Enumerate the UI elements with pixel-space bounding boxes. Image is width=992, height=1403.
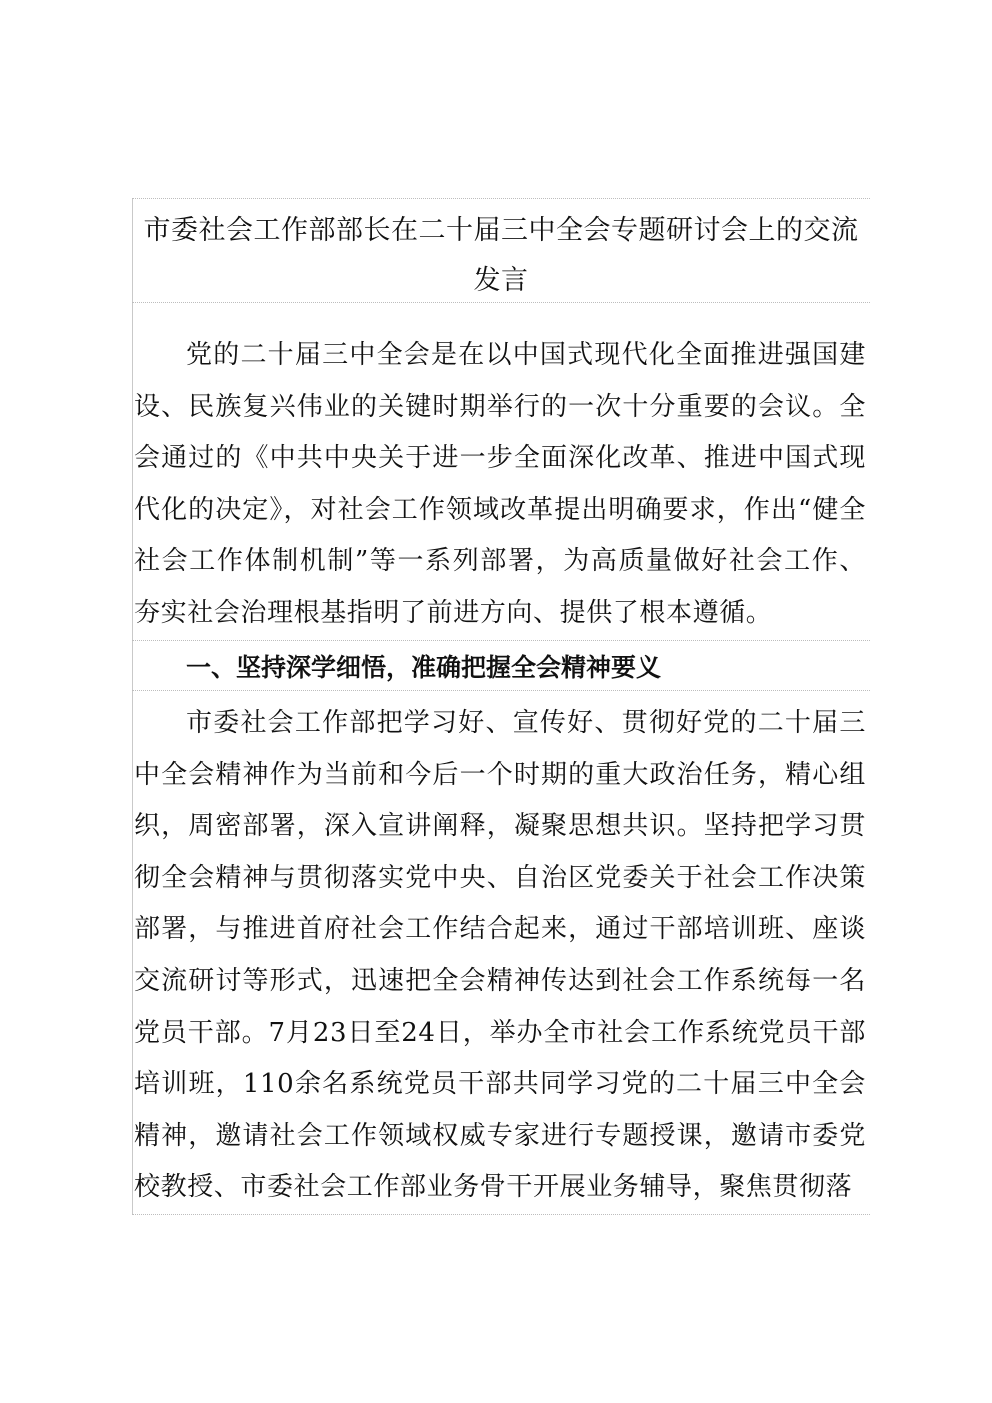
section-paragraph: 市委社会工作部把学习好、宣传好、贯彻好党的二十届三中全会精神作为当前和今后一个时期的重大政治任务，精心组织，周密部署，深入宣讲阐释，凝聚思想共识。坚持把学习贯彻全会精神与贯彻落实党中央、自治区党委关于社会工作决策部署，与推进首府社会工作结合起来，通过干部培训班、座谈交流研讨等形式，迅速把全会精神传达到社会工作系统每一名党员干部。7月23日至24日，举办全市社会工作系统党员干部培训班，110余名系统党员干部共同学习党的二十届三中全会精神，邀请社会工作领域权威专家进行专题授课，邀请市委党校教授、市委社会工作部业务骨干开展业务辅导，聚焦贯彻落 bbox=[134, 708, 866, 1203]
bottom-rule bbox=[132, 1214, 870, 1215]
intro-paragraph: 党的二十届三中全会是在以中国式现代化全面推进强国建设、民族复兴伟业的关键时期举行的一次十分重要的会议。全会通过的《中共中央关于进一步全面深化改革、推进中国式现代化的决定》，对社会工作领域改革提出明确要求，作出“健全社会工作体制机制”等一系列部署，为高质量做好社会工作、夯实社会治理根基指明了前进方向、提供了根本遵循。 bbox=[134, 340, 866, 628]
top-rule bbox=[132, 198, 870, 199]
section-heading: 一、坚持深学细悟，准确把握全会精神要义 bbox=[186, 653, 662, 682]
intro-rule bbox=[132, 640, 870, 641]
document-title: 市委社会工作部部长在二十届三中全会专题研讨会上的交流发言 bbox=[143, 215, 859, 296]
